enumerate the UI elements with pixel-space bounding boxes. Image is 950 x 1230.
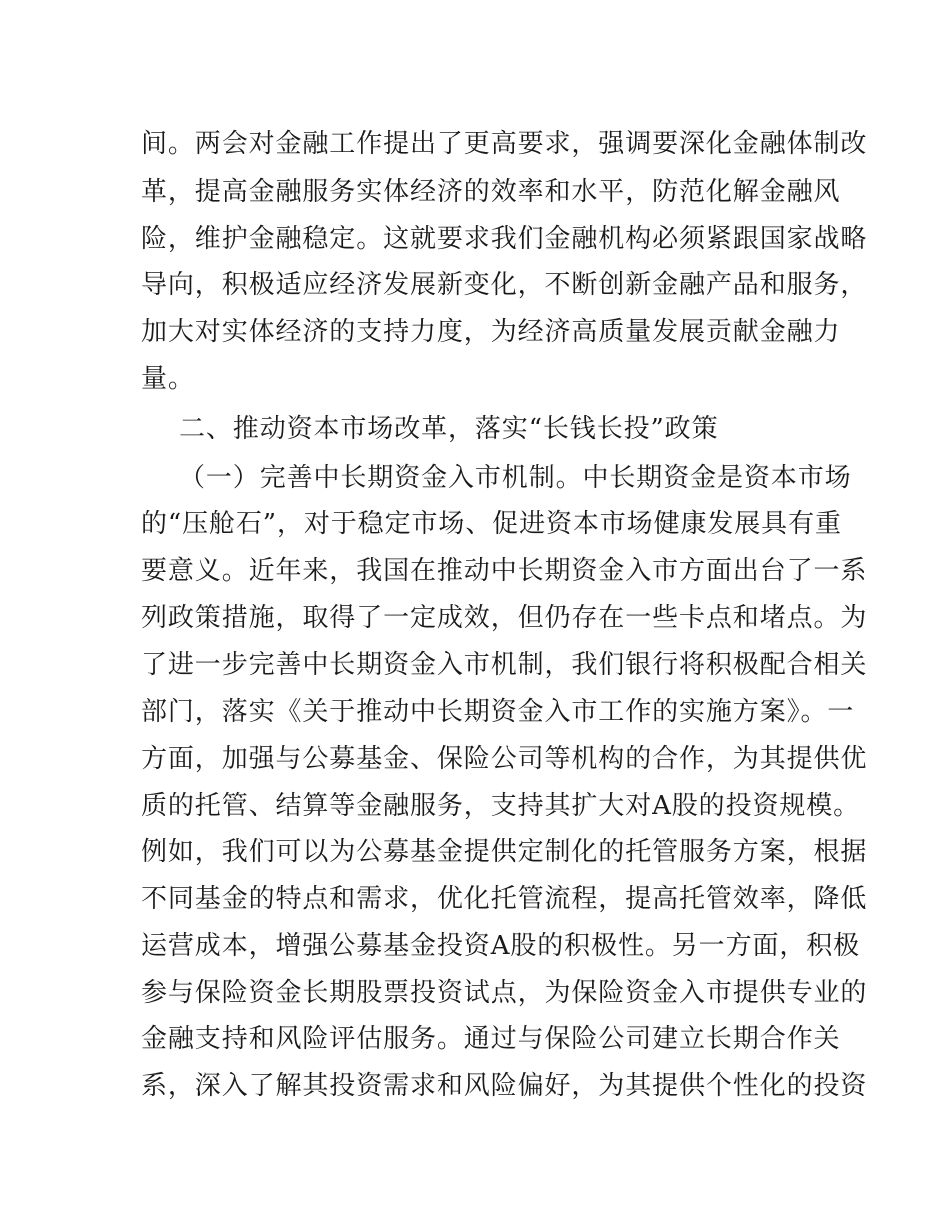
paragraph-line-1: 间。两会对金融工作提出了更高要求，强调要深化金融体制改 bbox=[141, 129, 868, 159]
paragraph-line-3: 险，维护金融稳定。这就要求我们金融机构必须紧跟国家战略 bbox=[141, 224, 868, 254]
paragraph-line-13: 部门，落实《关于推动中长期资金入市工作的实施方案》。一 bbox=[141, 697, 855, 727]
paragraph-line-4: 导向，积极适应经济发展新变化，不断创新金融产品和服务， bbox=[141, 270, 868, 300]
paragraph-line-19: 参与保险资金长期股票投资试点，为保险资金入市提供专业的 bbox=[141, 978, 868, 1008]
paragraph-line-21: 系，深入了解其投资需求和风险偏好，为其提供个性化的投资 bbox=[141, 1071, 868, 1101]
paragraph-line-14: 方面，加强与公募基金、保险公司等机构的合作，为其提供优 bbox=[141, 744, 868, 774]
paragraph-line-11: 列政策措施，取得了一定成效，但仍存在一些卡点和堵点。为 bbox=[141, 603, 868, 633]
paragraph-line-12: 了进一步完善中长期资金入市机制，我们银行将积极配合相关 bbox=[141, 650, 868, 680]
paragraph-line-2: 革，提高金融服务实体经济的效率和水平，防范化解金融风 bbox=[141, 177, 841, 207]
paragraph-line-16: 例如，我们可以为公募基金提供定制化的托管服务方案，根据 bbox=[141, 837, 868, 867]
section-heading: 二、推动资本市场改革，落实“长钱长投”政策 bbox=[179, 414, 719, 444]
paragraph-line-17: 不同基金的特点和需求，优化托管流程，提高托管效率，降低 bbox=[141, 884, 868, 914]
paragraph-line-5: 加大对实体经济的支持力度，为经济高质量发展贡献金融力 bbox=[141, 317, 841, 347]
paragraph-line-15: 质的托管、结算等金融服务，支持其扩大对A股的投资规模。 bbox=[141, 791, 861, 821]
subsection-first-line: （一）完善中长期资金入市机制。中长期资金是资本市场 bbox=[179, 463, 852, 493]
paragraph-line-6: 量。 bbox=[141, 364, 195, 394]
paragraph-line-9: 的“压舱石”，对于稳定市场、促进资本市场健康发展具有重 bbox=[141, 509, 842, 539]
paragraph-line-10: 要意义。近年来，我国在推动中长期资金入市方面出台了一系 bbox=[141, 556, 868, 586]
paragraph-line-20: 金融支持和风险评估服务。通过与保险公司建立长期合作关 bbox=[141, 1024, 841, 1054]
paragraph-line-18: 运营成本，增强公募基金投资A股的积极性。另一方面，积极 bbox=[141, 931, 861, 961]
